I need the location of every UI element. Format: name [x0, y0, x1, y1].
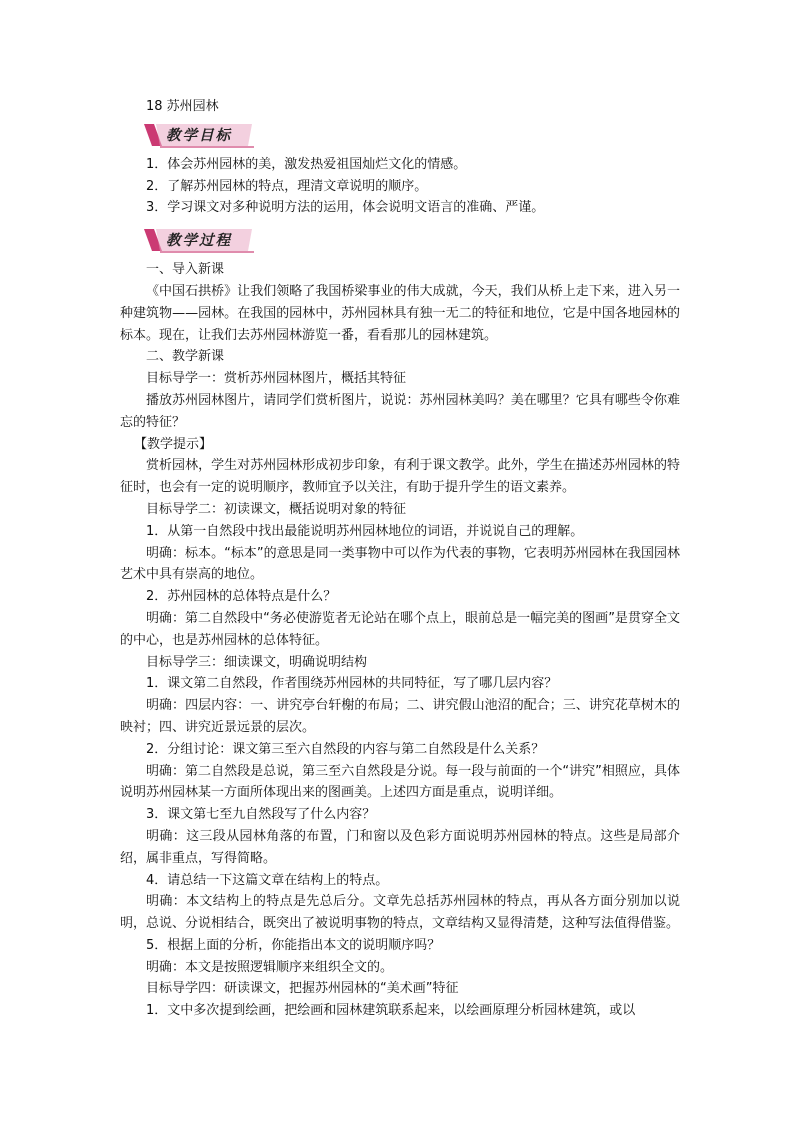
goal-item: 3．学习课文对多种说明方法的运用，体会说明文语言的准确、严谨。 [146, 200, 545, 216]
page-content [120, 96, 680, 1022]
subheading: 目标导学一：赏析苏州园林图片，概括其特征 [146, 371, 407, 387]
section-heading: 一、导入新课 [146, 262, 225, 278]
subheading: 目标导学四：研读课文，把握苏州园林的“美术画”特征 [146, 981, 459, 997]
answer: 明确：第二自然段是总说，第三至六自然段是分说。每一段与前面的一个“讲究”相照应，具体说明苏州园林某一方面所体现出来的图画美。上述四方面是重点，说明详细。 [120, 763, 680, 801]
section-banner-goals [144, 122, 254, 148]
goal-item: 2．了解苏州园林的特点，理清文章说明的顺序。 [146, 178, 428, 194]
question: 3．课文第七至九自然段写了什么内容？ [146, 807, 376, 823]
section-banner-process [144, 227, 254, 253]
answer: 明确：第二自然段中“务必使游览者无论站在哪个点上，眼前总是一幅完美的图画”是贯穿全文的中心，也是苏州园林的总体特征。 [120, 610, 680, 648]
section-heading: 二、教学新课 [146, 349, 225, 365]
question: 1．课文第二自然段，作者围绕苏州园林的共同特征，写了哪几层内容？ [146, 676, 558, 692]
answer: 明确：本文是按照逻辑顺序来组织全文的。 [146, 959, 394, 975]
question: 1．文中多次提到绘画，把绘画和园林建筑联系起来，以绘画原理分析园林建筑，或以 [146, 1003, 636, 1019]
lesson-title: 18 苏州园林 [146, 99, 219, 114]
question: 4．请总结一下这篇文章在结构上的特点。 [146, 872, 389, 888]
banner-label: 教学目标 [166, 126, 232, 144]
goal-item: 1．体会苏州园林的美，激发热爱祖国灿烂文化的情感。 [146, 156, 467, 172]
answer: 明确：四层内容：一、讲究亭台轩榭的布局；二、讲究假山池沼的配合；三、讲究花草树木的映衬；四、讲究近景远景的层次。 [120, 698, 680, 735]
answer: 明确：本文结构上的特点是先总后分。文章先总括苏州园林的特点，再从各方面分别加以说明，总说、分说相结合，既突出了被说明事物的特点，文章结构又显得清楚，这种写法值得借鉴。 [120, 894, 680, 932]
banner-label: 教学过程 [166, 232, 232, 250]
question: 2．苏州园林的总体特点是什么？ [146, 589, 337, 605]
question: 2．分组讨论：课文第三至六自然段的内容与第二自然段是什么关系？ [146, 741, 545, 757]
subheading: 目标导学二：初读课文，概括说明对象的特征 [146, 501, 407, 517]
teaching-tip-label: 【教学提示】 [134, 436, 213, 452]
answer: 明确：这三段从园林角落的布置，门和窗以及色彩方面说明苏州园林的特点。这些是局部介绍，属非重点，写得简略。 [120, 828, 680, 866]
question: 5．根据上面的分析，你能指出本文的说明顺序吗？ [146, 937, 441, 953]
paragraph: 播放苏州园林图片，请同学们赏析图片，说说：苏州园林美吗？美在哪里？它具有哪些令你难忘的特征？ [120, 392, 680, 430]
question: 1．从第一自然段中找出最能说明苏州园林地位的词语，并说说自己的理解。 [146, 523, 584, 539]
paragraph: 赏析园林，学生对苏州园林形成初步印象，有利于课文教学。此外，学生在描述苏州园林的特征时，也会有一定的说明顺序，教师宜予以关注，有助于提升学生的语文素养。 [120, 458, 680, 496]
answer: 明确：标本。“标本”的意思是同一类事物中可以作为代表的事物，它表明苏州园林在我国园林艺术中具有崇高的地位。 [120, 545, 680, 583]
paragraph: 《中国石拱桥》让我们领略了我国桥梁事业的伟大成就，今天，我们从桥上走下来，进入另一种建筑物——园林。在我国的园林中，苏州园林具有独一无二的特征和地位，它是中国各地园林的标本。现在，让我们去苏州园林游览一番，看看那儿的园林建筑。 [120, 283, 680, 343]
subheading: 目标导学三：细读课文，明确说明结构 [146, 654, 368, 670]
